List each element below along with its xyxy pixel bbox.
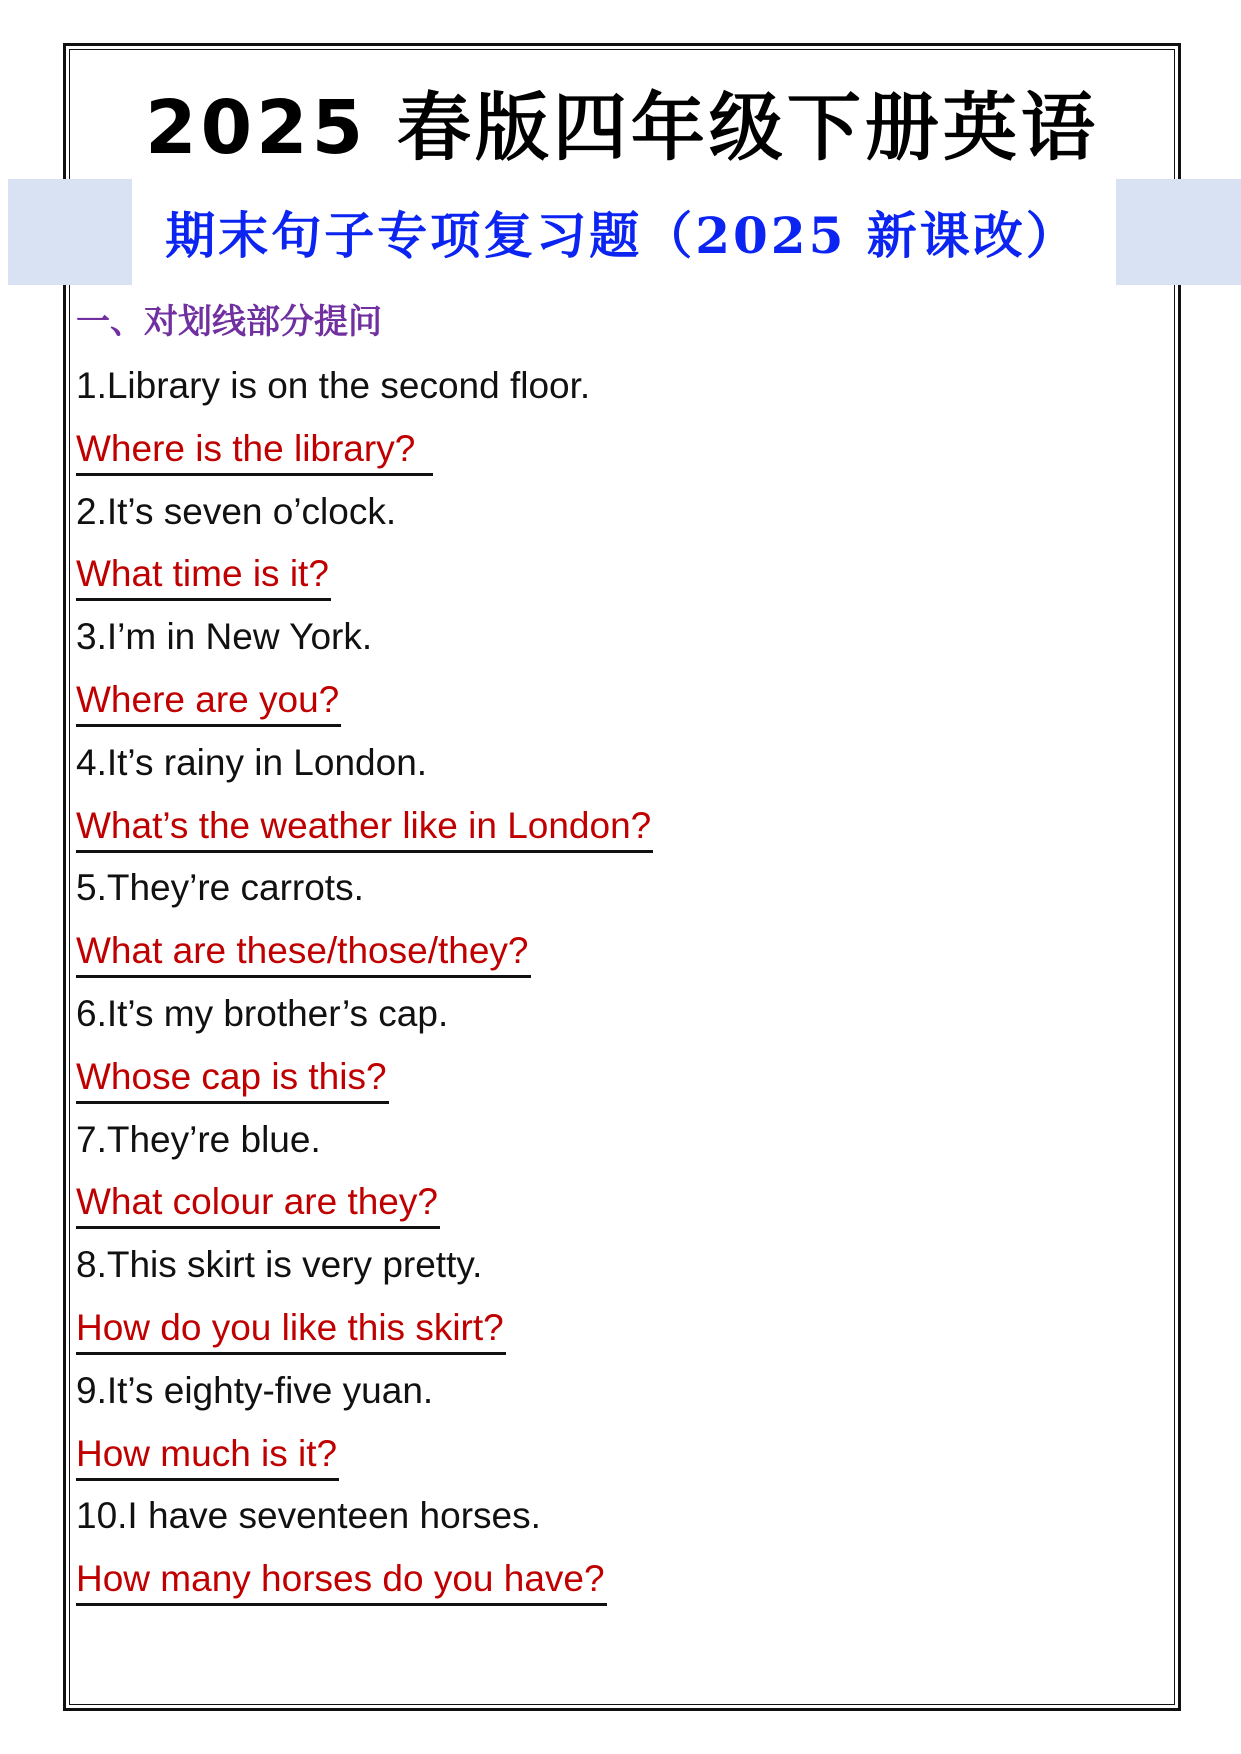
question-1: 1.Library is on the second floor. xyxy=(76,365,591,406)
page-title: 2025 春版四年级下册英语 xyxy=(145,85,1099,171)
answer-8-line xyxy=(76,1297,1156,1360)
section-heading: 一、对划线部分提问 xyxy=(76,302,382,342)
question-3: 3.I’m in New York. xyxy=(76,616,373,658)
answer-9: How much is it? xyxy=(76,1430,339,1481)
answer-1: Where is the library? xyxy=(76,425,433,476)
question-9: 9.It’s eighty-five yuan. xyxy=(76,1369,434,1411)
answer-4: What’s the weather like in London? xyxy=(76,802,653,853)
answer-10: How many horses do you have? xyxy=(76,1555,607,1606)
answer-4-line xyxy=(76,795,1156,858)
answer-6: Whose cap is this? xyxy=(76,1053,389,1104)
question-5: 5.They’re carrots. xyxy=(76,867,364,909)
answer-3-line xyxy=(76,669,1156,732)
question-7: 7.They’re blue. xyxy=(76,1118,321,1160)
question-10: 10.I have seventeen horses. xyxy=(76,1495,541,1537)
question-6: 6.It’s my brother’s cap. xyxy=(76,992,449,1034)
qa-list xyxy=(76,355,1156,1611)
answer-5: What are these/those/they? xyxy=(76,927,531,978)
question-4: 4.It’s rainy in London. xyxy=(76,741,428,783)
answer-9-line xyxy=(76,1423,1156,1486)
answer-7: What colour are they? xyxy=(76,1178,440,1229)
answer-2-line xyxy=(76,543,1156,606)
answer-7-line xyxy=(76,1171,1156,1234)
answer-1-line xyxy=(76,418,1156,481)
answer-8: How do you like this skirt? xyxy=(76,1304,506,1355)
question-8: 8.This skirt is very pretty. xyxy=(76,1244,483,1286)
answer-6-line xyxy=(76,1046,1156,1109)
answer-10-line xyxy=(76,1548,1156,1611)
question-2: 2.It’s seven o’clock. xyxy=(76,490,397,532)
answer-2: What time is it? xyxy=(76,550,331,601)
page-subtitle: 期末句子专项复习题（2025 新课改） xyxy=(165,206,1079,265)
answer-5-line xyxy=(76,920,1156,983)
answer-3: Where are you? xyxy=(76,676,341,727)
